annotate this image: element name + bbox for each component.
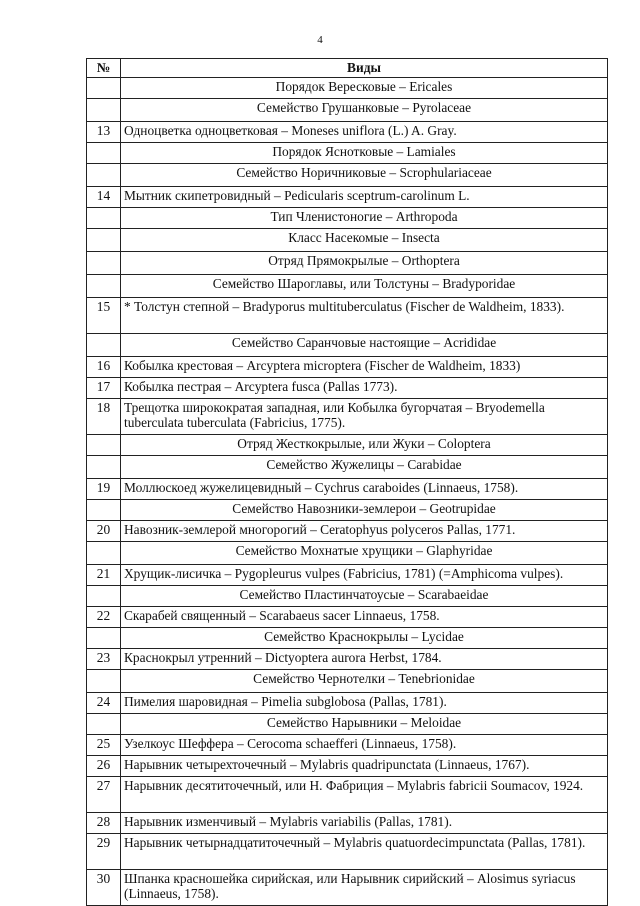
taxon-group-row <box>87 714 608 735</box>
taxon-group-row <box>87 229 608 252</box>
taxon-group-title: Семейство Краснокрылы – Lycidae <box>121 628 608 649</box>
species-row <box>87 187 608 208</box>
species-number: 15 <box>87 298 121 334</box>
taxon-group-title: Семейство Саранчовые настоящие – Acrididae <box>121 334 608 357</box>
taxon-group-title: Семейство Норичниковые – Scrophulariaceae <box>121 164 608 187</box>
taxon-group-row <box>87 670 608 693</box>
species-name: Мытник скипетровидный – Pedicularis sceptrum-carolinum L. <box>121 187 608 208</box>
species-name: Хрущик-лисичка – Pygopleurus vulpes (Fabricius, 1781) (=Amphicoma vulpes). <box>121 565 608 586</box>
table-header-row <box>87 59 608 78</box>
taxon-group-row <box>87 500 608 521</box>
species-row <box>87 298 608 334</box>
species-number: 27 <box>87 777 121 813</box>
species-number: 22 <box>87 607 121 628</box>
taxon-group-title: Класс Насекомые – Insecta <box>121 229 608 252</box>
species-row <box>87 357 608 378</box>
taxon-group-title: Отряд Жесткокрылые, или Жуки – Coloptera <box>121 435 608 456</box>
taxon-group-title: Тип Членистоногие – Arthropoda <box>121 208 608 229</box>
taxon-group-title: Семейство Мохнатые хрущики – Glaphyridae <box>121 542 608 565</box>
taxon-group-title: Семейство Чернотелки – Tenebrionidae <box>121 670 608 693</box>
empty-number-cell <box>87 164 121 187</box>
species-row <box>87 813 608 834</box>
taxon-group-title: Семейство Шароглавы, или Толстуны – Bradyporidae <box>121 275 608 298</box>
page-number: 4 <box>317 34 323 46</box>
species-row <box>87 399 608 435</box>
species-row <box>87 565 608 586</box>
empty-number-cell <box>87 99 121 122</box>
taxon-group-row <box>87 586 608 607</box>
species-number: 28 <box>87 813 121 834</box>
species-number: 17 <box>87 378 121 399</box>
species-number: 26 <box>87 756 121 777</box>
species-row <box>87 479 608 500</box>
taxon-group-row <box>87 143 608 164</box>
species-number: 14 <box>87 187 121 208</box>
taxon-group-title: Семейство Навозники-землерои – Geotrupidae <box>121 500 608 521</box>
empty-number-cell <box>87 208 121 229</box>
species-name: Нарывник изменчивый – Mylabris variabilis (Pallas, 1781). <box>121 813 608 834</box>
species-table-body <box>87 78 608 906</box>
species-name: Трещотка широкократая западная, или Кобылка бугорчатая – Bryodemella tuberculata tuberculata (Fabricius, 1775). <box>121 399 608 435</box>
species-row <box>87 521 608 542</box>
taxon-group-row <box>87 78 608 99</box>
species-name: Шпанка красношейка сирийская, или Нарывник сирийский – Alosimus syriacus (Linnaeus, 1758). <box>121 870 608 906</box>
taxon-group-row <box>87 542 608 565</box>
header-number: № <box>87 59 121 78</box>
empty-number-cell <box>87 275 121 298</box>
empty-number-cell <box>87 435 121 456</box>
taxon-group-title: Семейство Грушанковые – Pyrolaceae <box>121 99 608 122</box>
taxon-group-row <box>87 208 608 229</box>
species-name: Кобылка крестовая – Arcyptera microptera (Fischer de Waldheim, 1833) <box>121 357 608 378</box>
empty-number-cell <box>87 500 121 521</box>
taxon-group-title: Семейство Нарывники – Meloidae <box>121 714 608 735</box>
species-name: Кобылка пестрая – Arcyptera fusca (Pallas 1773). <box>121 378 608 399</box>
taxon-group-row <box>87 275 608 298</box>
taxon-group-row <box>87 456 608 479</box>
taxon-group-row <box>87 252 608 275</box>
species-row <box>87 693 608 714</box>
empty-number-cell <box>87 456 121 479</box>
species-number: 21 <box>87 565 121 586</box>
empty-number-cell <box>87 628 121 649</box>
species-row <box>87 777 608 813</box>
species-row <box>87 870 608 906</box>
taxon-group-title: Порядок Вересковые – Ericales <box>121 78 608 99</box>
species-name: Одноцветка одноцветковая – Moneses uniflora (L.) A. Gray. <box>121 122 608 143</box>
empty-number-cell <box>87 670 121 693</box>
taxon-group-title: Отряд Прямокрылые – Orthoptera <box>121 252 608 275</box>
taxon-group-row <box>87 99 608 122</box>
taxon-group-title: Семейство Пластинчатоусые – Scarabaeidae <box>121 586 608 607</box>
species-row <box>87 607 608 628</box>
empty-number-cell <box>87 229 121 252</box>
taxon-group-row <box>87 334 608 357</box>
species-number: 19 <box>87 479 121 500</box>
species-row <box>87 649 608 670</box>
species-row <box>87 735 608 756</box>
empty-number-cell <box>87 334 121 357</box>
species-number: 18 <box>87 399 121 435</box>
empty-number-cell <box>87 542 121 565</box>
taxon-group-row <box>87 628 608 649</box>
species-name: * Толстун степной – Bradyporus multituberculatus (Fischer de Waldheim, 1833). <box>121 298 608 334</box>
empty-number-cell <box>87 586 121 607</box>
empty-number-cell <box>87 252 121 275</box>
taxon-group-title: Семейство Жужелицы – Carabidae <box>121 456 608 479</box>
taxon-group-title: Порядок Яснотковые – Lamiales <box>121 143 608 164</box>
species-number: 30 <box>87 870 121 906</box>
species-name: Пимелия шаровидная – Pimelia subglobosa (Pallas, 1781). <box>121 693 608 714</box>
empty-number-cell <box>87 143 121 164</box>
species-number: 24 <box>87 693 121 714</box>
species-number: 25 <box>87 735 121 756</box>
species-table <box>86 58 608 906</box>
taxon-group-row <box>87 435 608 456</box>
species-name: Моллюскоед жужелицевидный – Cychrus caraboides (Linnaeus, 1758). <box>121 479 608 500</box>
species-row <box>87 834 608 870</box>
species-name: Навозник-землерой многорогий – Ceratophyus polyceros Pallas, 1771. <box>121 521 608 542</box>
taxon-group-row <box>87 164 608 187</box>
species-number: 16 <box>87 357 121 378</box>
species-number: 20 <box>87 521 121 542</box>
species-name: Нарывник десятиточечный, или Н. Фабриция – Mylabris fabricii Soumacov, 1924. <box>121 777 608 813</box>
header-species: Виды <box>121 59 608 78</box>
species-name: Нарывник четырехточечный – Mylabris quadripunctata (Linnaeus, 1767). <box>121 756 608 777</box>
empty-number-cell <box>87 78 121 99</box>
species-row <box>87 122 608 143</box>
species-number: 29 <box>87 834 121 870</box>
species-name: Скарабей священный – Scarabaeus sacer Linnaeus, 1758. <box>121 607 608 628</box>
species-row <box>87 756 608 777</box>
species-name: Узелкоус Шеффера – Cerocoma schaefferi (Linnaeus, 1758). <box>121 735 608 756</box>
species-name: Нарывник четырнадцатиточечный – Mylabris quatuordecimpunctata (Pallas, 1781). <box>121 834 608 870</box>
species-row <box>87 378 608 399</box>
species-number: 23 <box>87 649 121 670</box>
species-number: 13 <box>87 122 121 143</box>
species-name: Краснокрыл утренний – Dictyoptera aurora Herbst, 1784. <box>121 649 608 670</box>
empty-number-cell <box>87 714 121 735</box>
